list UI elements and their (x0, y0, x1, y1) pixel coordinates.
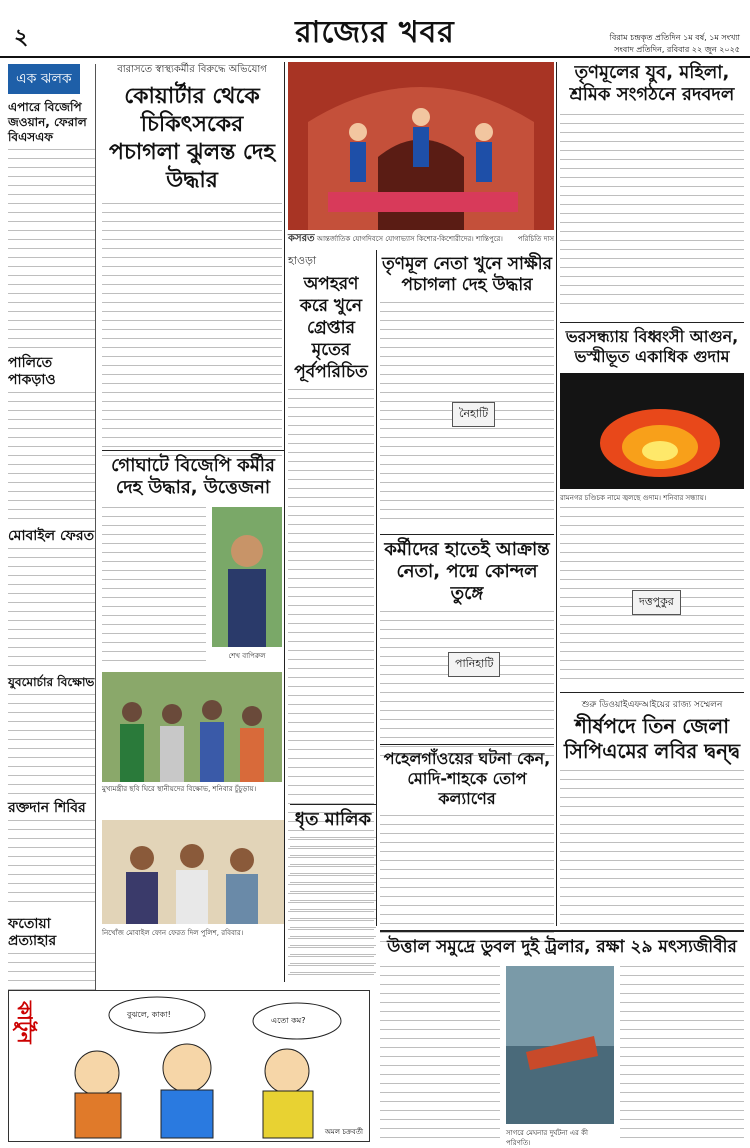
story-fire (560, 322, 744, 688)
cartoon-credit: অমল চক্রবর্তী (324, 1128, 363, 1136)
brief-body (8, 392, 95, 522)
cartoon-speech-bubble: এতো কম? (271, 1016, 306, 1025)
yoga-photo-caption-row (288, 234, 554, 244)
cartoon-label: কার্টুন (13, 1001, 37, 1044)
group-illustration (102, 820, 284, 924)
story-headline: ভরসন্ধ্যায় বিধ্বংসী আগুন, ভস্মীভূত একাধিক গুদাম (565, 327, 739, 366)
story-body (290, 837, 376, 977)
story-headline: কোয়ার্টার থেকে চিকিৎসকের পচাগলা ঝুলন্ত দেহ উদ্ধার (109, 84, 275, 193)
mobile-return-caption: নিখোঁজ মোবাইল ফোন ফেরত দিল পুলিশ, রবিবার। (102, 929, 244, 937)
brief-body (8, 149, 95, 349)
section-tag: এক ঝলক (8, 64, 80, 94)
photo-label: কসরত (288, 233, 315, 244)
story-body (102, 203, 282, 461)
brief-headline: যুবমোর্চার বিক্ষোভ (8, 675, 95, 689)
edition-line: বিরাম চন্দ্রকৃত প্রতিদিন ১ম বর্ষ, ১ম সংখ্যা (609, 33, 740, 42)
story-headline: তৃণমূল নেতা খুনে সাক্ষীর পচাগলা দেহ উদ্ধার (382, 254, 552, 295)
story-headline: তৃণমূলের যুব, মহিলা, শ্রমিক সংগঠনে রদবদল (569, 62, 735, 105)
story-body (380, 815, 554, 943)
story-headline: কর্মীদের হাতেই আক্রান্ত নেতা, পদ্মে কোন্দল তুঙ্গে (384, 539, 550, 604)
story-trinamool-leader (380, 254, 554, 529)
protest-photo (102, 672, 282, 782)
brief-body (8, 694, 95, 794)
left-column (8, 64, 96, 1142)
person-illustration (212, 507, 282, 647)
story-bjp-goghat (102, 450, 284, 668)
story-body (380, 611, 554, 761)
story-owner (290, 804, 376, 984)
protest-photo-caption: মুখ্যমন্ত্রীর ছবি ঘিরে স্থানীয়দের বিক্ষোভ, শনিবার চুঁচুড়ায়। (102, 785, 257, 793)
cartoon-strip (8, 990, 370, 1142)
column-divider (284, 62, 285, 982)
fire-photo-caption: রামনগর চণ্ডিচক নামে জ্বলছে গুদাম। শনিবার সন্ধ্যায়। (560, 494, 707, 502)
story-karmi (380, 534, 554, 742)
photo-caption: আন্তর্জাতিক যোগদিবসে যোগাভ্যাস কিশোর-কিশোরীদের। শান্তিপুরে। (316, 235, 503, 243)
trawler-photo (506, 966, 614, 1124)
brief-headline: পালিতে পাকড়াও (8, 355, 56, 388)
brief-headline: ফতোয়া প্রত্যাহার (8, 916, 57, 949)
place-label: নৈহাটি (452, 402, 495, 427)
story-trawler (380, 930, 744, 1147)
brief-body (8, 548, 95, 668)
place-label: পানিহাটি (448, 652, 500, 677)
story-kicker: শুরু ডিওয়াইএফআইয়ের রাজ্য সম্মেলন (581, 700, 723, 710)
page-number: ২ (14, 25, 29, 50)
story-headline: ধৃত মালিক (294, 809, 372, 830)
column-divider (556, 62, 557, 926)
story-body (102, 507, 206, 667)
person-photo (212, 507, 282, 647)
story-body (620, 966, 744, 1142)
story-headline: অপহরণ করে খুনে গ্রেপ্তার মৃতের পূর্বপরিচিত (294, 274, 368, 382)
story-headline: গোঘাটে বিজেপি কর্মীর দেহ উদ্ধার, উত্তেজনা (111, 455, 275, 498)
fire-photo (560, 373, 744, 489)
trawler-photo-caption: সাগরে মেঘনার দুর্ঘটনা এর কী পরিণতি। (506, 1129, 589, 1147)
temple-illustration (288, 62, 554, 230)
brief-headline: মোবাইল ফেরত (8, 528, 95, 544)
crowd-illustration (102, 672, 282, 782)
edition-date: সংবাদ প্রতিদিন, রবিবার ২২ জুন ২০২৫ (614, 45, 740, 54)
section-title: রাজ্যের খবর (295, 15, 455, 50)
cartoon-speech-bubble: বুঝলে, কাকা! (127, 1010, 171, 1019)
sea-illustration (506, 966, 614, 1124)
story-body (560, 770, 744, 930)
brief-headline: এপারে বিজেপি জওয়ান, ফেরাল বিএসএফ (8, 100, 87, 144)
yoga-photo (288, 62, 554, 230)
mobile-return-photo (102, 820, 284, 924)
person-photo-caption: শেখ বাপিরুল (228, 652, 266, 660)
story-kicker: হাওড়া (288, 254, 317, 267)
brief-body (8, 820, 95, 910)
column-divider (376, 250, 377, 926)
story-headline: পহেলগাঁওয়ের ঘটনা কেন, মোদি-শাহকে তোপ কল্যাণের (383, 749, 551, 808)
cartoon-drawing (47, 993, 367, 1141)
masthead (0, 0, 750, 58)
story-right-top (560, 62, 744, 318)
edition-info (610, 32, 740, 56)
fire-illustration (560, 373, 744, 489)
place-label: দত্তপুকুর (632, 590, 681, 615)
story-cpim (560, 692, 744, 924)
story-body (380, 966, 500, 1142)
story-headline: উত্তাল সমুদ্রে ডুবল দুই ট্রলার, রক্ষা ২৯ মৎস্যজীবীর (387, 937, 737, 957)
story-kicker: বারাসতে স্বাস্থ্যকর্মীর বিরুদ্ধে অভিযোগ (117, 64, 267, 75)
story-barasat (102, 62, 282, 442)
story-body (560, 114, 744, 310)
photo-credit: পরিচিতি দাস (517, 235, 554, 243)
brief-headline: রক্তদান শিবির (8, 800, 86, 816)
story-headline: শীর্ষপদে তিন জেলা সিপিএমের লবির দ্বন্দ্ব (564, 714, 740, 763)
story-pahalgam (380, 744, 554, 924)
